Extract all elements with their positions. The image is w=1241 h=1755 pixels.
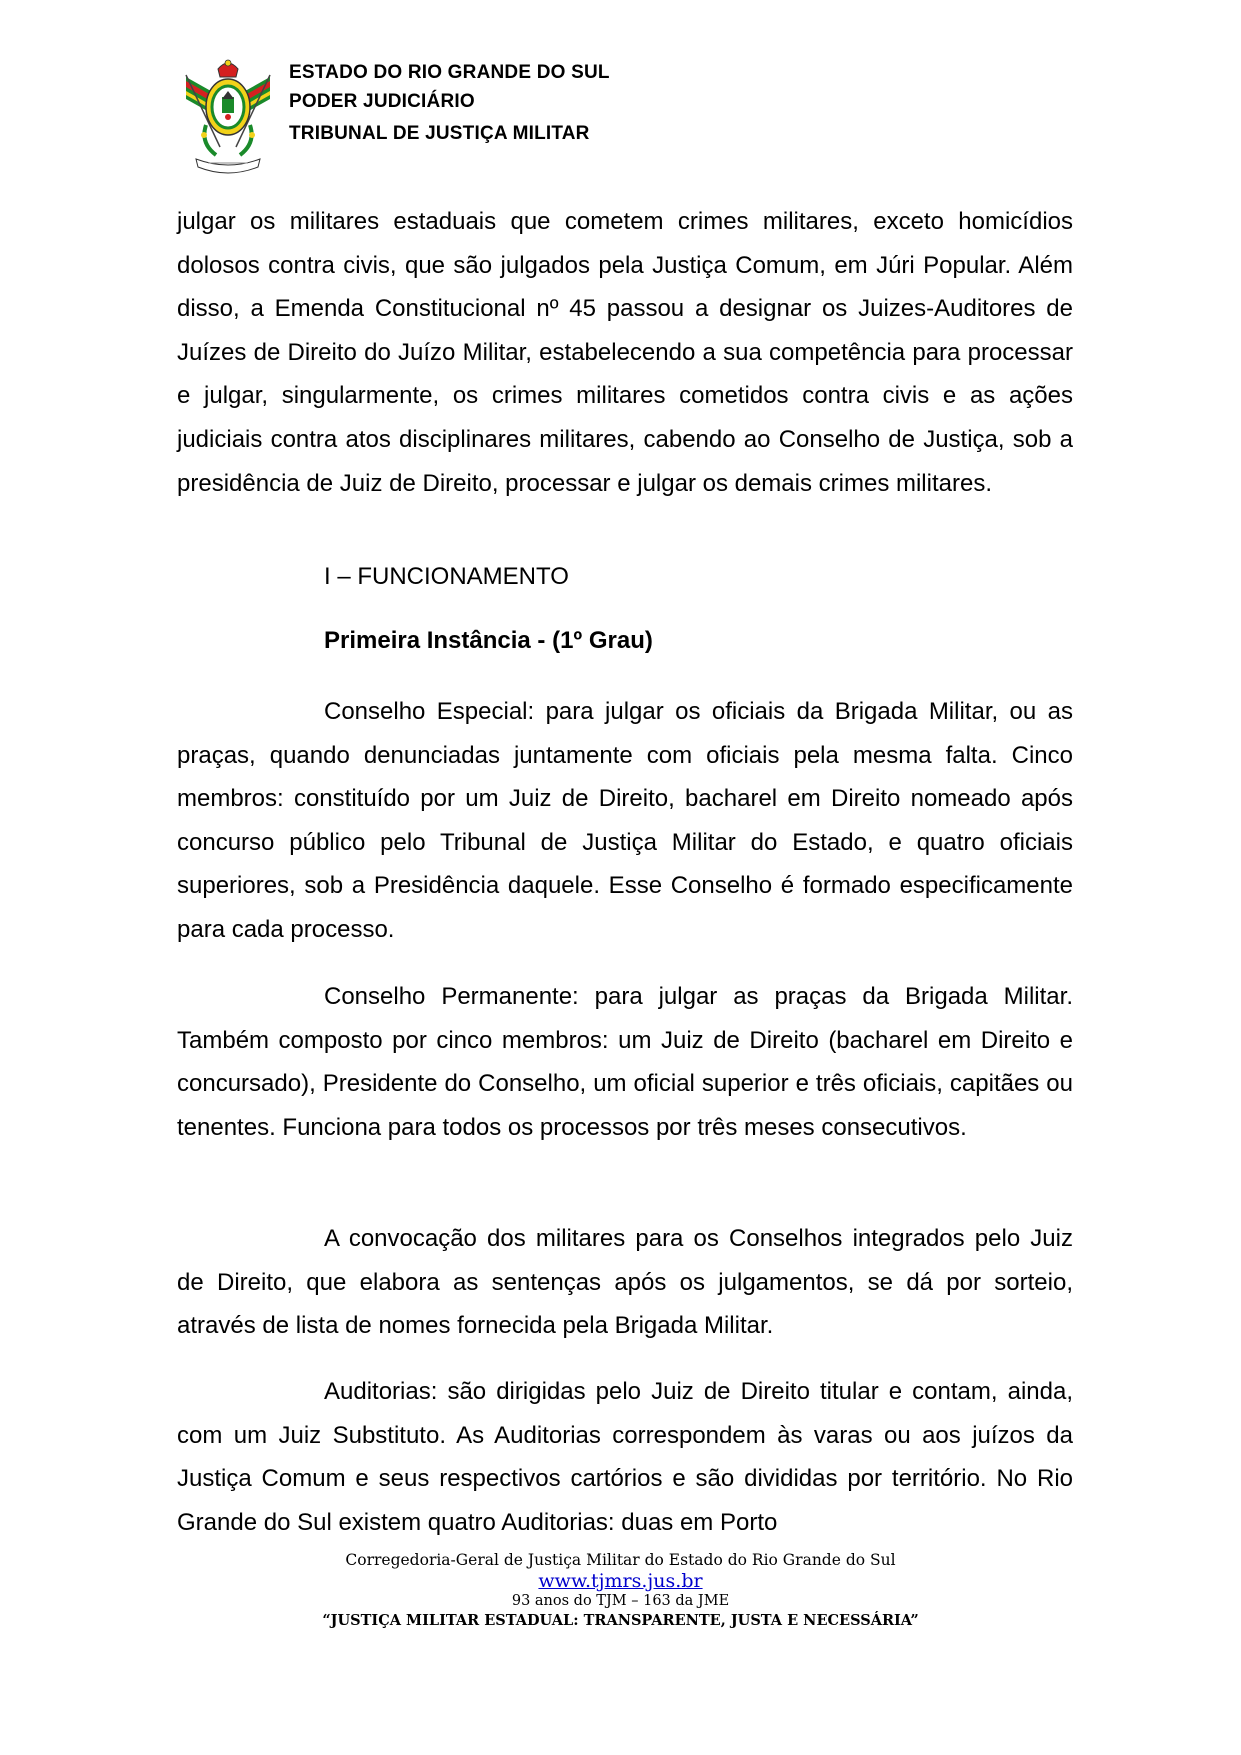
paragraph-text: Conselho Permanente: para julgar as praças da Brigada Militar. Também composto por cinco membros: um Juiz de Direito (bacharel em Direito e concursado), Presidente do Conselho, um oficial superior e três oficiais, capitães ou tenentes. Funciona para todos os processos por três meses consecutivos. [177, 983, 1073, 1141]
section-title: I – FUNCIONAMENTO [324, 563, 569, 590]
paragraph-text: Auditorias: são dirigidas pelo Juiz de Direito titular e contam, ainda, com um Juiz Substituto. As Auditorias correspondem às varas ou aos juízos da Justiça Comum e seus respectivos cartórios e são divididas por território. No Rio Grande do Sul existem quatro Auditorias: duas em Porto [177, 1378, 1073, 1536]
paragraph-text: A convocação dos militares para os Conselhos integrados pelo Juiz de Direito, que elabora as sentenças após os julgamentos, se dá por sorteio, através de lista de nomes fornecida pela Brigada Militar. [177, 1225, 1073, 1340]
footer-institution: Corregedoria-Geral de Justiça Militar do Estado do Rio Grande do Sul [345, 1551, 896, 1569]
page-footer [0, 1550, 1241, 1630]
paragraph-conselho-permanente [177, 975, 1073, 1149]
footer-website-link[interactable]: www.tjmrs.jus.br [538, 1570, 703, 1592]
footer-motto: “JUSTIÇA MILITAR ESTADUAL: TRANSPARENTE, JUSTA E NECESSÁRIA” [322, 1612, 919, 1629]
paragraph-convocacao [177, 1217, 1073, 1348]
paragraph-intro [177, 200, 1073, 505]
paragraph-text: julgar os militares estaduais que cometem crimes militares, exceto homicídios dolosos contra civis, que são julgados pela Justiça Comum, em Júri Popular. Além disso, a Emenda Constitucional nº 45 passou a designar os Juizes-Auditores de Juízes de Direito do Juízo Militar, estabelecendo a sua competência para processar e julgar, singularmente, os crimes militares cometidos contra civis e as ações judiciais contra atos disciplinares militares, cabendo ao Conselho de Justiça, sob a presidência de Juiz de Direito, processar e julgar os demais crimes militares. [177, 208, 1073, 497]
rio-grande-do-sul-coat-of-arms-icon [178, 55, 278, 180]
header-state-name: ESTADO DO RIO GRANDE DO SUL [289, 62, 610, 83]
paragraph-conselho-especial [177, 690, 1073, 952]
subsection-title: Primeira Instância - (1º Grau) [324, 627, 653, 654]
letterhead [178, 55, 878, 185]
header-branch-name: PODER JUDICIÁRIO [289, 91, 475, 112]
header-court-name: TRIBUNAL DE JUSTIÇA MILITAR [289, 123, 590, 144]
paragraph-text: Conselho Especial: para julgar os oficiais da Brigada Militar, ou as praças, quando denunciadas juntamente com oficiais pela mesma falta. Cinco membros: constituído por um Juiz de Direito, bacharel em Direito nomeado após concurso público pelo Tribunal de Justiça Militar do Estado, e quatro oficiais superiores, sob a Presidência daquele. Esse Conselho é formado especificamente para cada processo. [177, 698, 1073, 943]
paragraph-auditorias [177, 1370, 1073, 1544]
footer-anniversary: 93 anos do TJM – 163 da JME [511, 1593, 730, 1609]
